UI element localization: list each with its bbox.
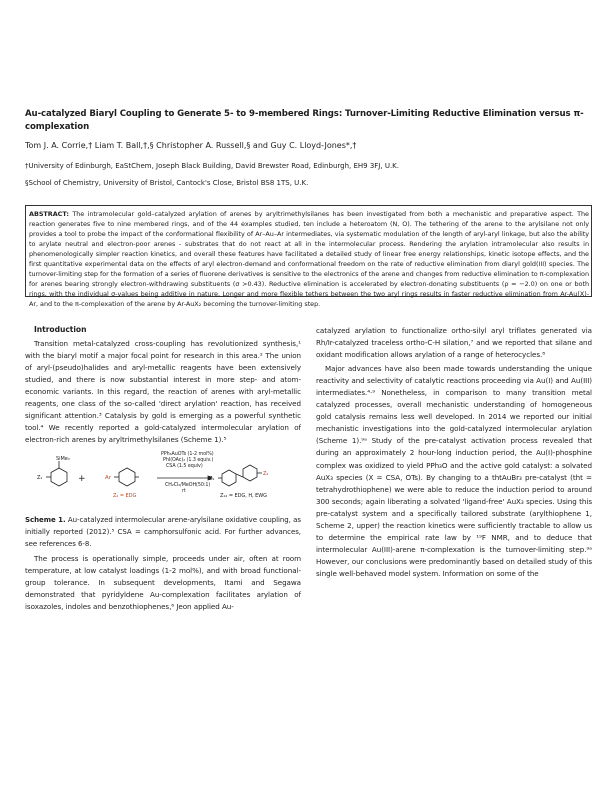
scheme-1-figure (25, 448, 301, 512)
z1-label: Z₁ (37, 475, 43, 482)
right-column (316, 325, 592, 582)
scheme-1-caption (25, 515, 301, 550)
product-ring-right (243, 465, 257, 481)
product-substituent-label: Z₁₂ = EDG, H, EWG (220, 493, 267, 500)
condition-solvent: CH₂Cl₂/MeOH(50:1) (165, 483, 211, 489)
intro-paragraph-1: Transition metal-catalyzed cross-coupling has revolutionized synthesis,¹ with the biaryl motif a major focal point for research in this area.² The union of aryl-(pseudo)halides and aryl-metallic reagents have been extensively studied, and there is now substantial interest in more step- and atom-economic variants. In this regard, the reaction of arenes with aryl-metallic reagents, one class of the so-called 'direct arylation' reaction, has received significant attention.³ Catalysis by gold is emerging as a powerful synthetic tool.⁴ We recently reported a gold-catalyzed intermolecular arylation of electron-rich arenes by aryltrimethylsilanes (Scheme 1).⁵ (25, 339, 301, 445)
right-paragraph-1: catalyzed arylation to functionalize ortho-silyl aryl triflates generated via Rh/Ir-catalyzed traceless ortho-C-H silation,⁷ and we reported that silane and oxidant modification allows arylation of a range of heterocycles.⁸ (316, 326, 592, 360)
plus-sign: + (78, 474, 86, 485)
z2-edg-label: Z₂ = EDG (113, 493, 137, 500)
condition-oxidant: PhI(OAc)₂ (1.3 equiv.) (163, 458, 214, 464)
right-paragraph-2: Major advances have also been made towards understanding the unique reactivity and selectivity of catalytic reactions proceeding via Au(I) and Au(III) intermediates.⁴·⁹ Nonetheless, in comparison to many transition metal catalyzed processes, overall mechanistic understanding of homogeneous gold catalysis remains less well developed. In 2014 we reported our initial mechanistic investigations into the gold-catalyzed intermolecular arylation (Scheme 1).⁹ᵃ Study of the pre-catalyst activation process revealed that during an approximately 2 hour-long induction period, the Au(I)-phosphine complex was oxidized to yield PPh₃O and the active gold catalyst: a solvated AuX₃ species (X = CSA, OTs). By changing to a thtAuBr₃ pre-catalyst (tht = tetrahydrothiophene) we were able to reduce the induction period to around 300 seconds; again liberating a solvated 'ligand-free' AuX₃ species. Using this pre-catalyst system and a specifically tailored substrate (arylthiophene 1, Scheme 2, upper) the reaction kinetics were sufficiently tractable to allow us to determine the empirical rate law by ¹⁹F NMR, and to deduce that intermolecular Au(III)-arene π-complexation is the turnover-limiting step.⁹ᵃ However, our conclusions were predominantly based on detailed study of this single well-behaved model system. Information on some of the (316, 364, 592, 578)
author-list: Tom J. A. Corrie,† Liam T. Ball,†,§ Christopher A. Russell,§ and Guy C. Lloyd-Jones*,† (25, 141, 357, 150)
product-ring-left (222, 470, 236, 486)
arene-ring (119, 468, 135, 486)
affiliation-bristol: §School of Chemistry, University of Bristol, Cantock's Close, Bristol BS8 1TS, U.K. (25, 179, 309, 187)
arylsilane-ring (51, 468, 67, 486)
abstract-text: The intramolecular gold–catalyzed arylation of arenes by aryltrimethylsilanes has been investigated from both a mechanistic and preparative aspect. The reaction generates five to nine membered rings, and of the 44 examples studied, ten include a heteroatom (N, O). The tethering of the arene to the arylsilane not only provides a tool to probe the impact of the conformational flexibility of Ar–Au–Ar intermediates, via systematic modulation of the length of aryl-aryl linkage, but also the ability to arylate neutral and electron-poor arenes - substrates that do not react at all in the intermolecular process. Rendering the arylation intramolecular also results in phenomenologically simpler reaction kinetics, and overall these features have facilitated a detailed study of linear free energy relationships, kinetic isotope effects, and the first quantitative experimental data on the effects of aryl electron-demand and conformational freedom on the rate of reductive elimination from diaryl gold(III) species. The turnover-limiting step for the formation of a series of fluorene derivatives is sensitive to the electronics of the arene and changes from reductive elimination to π-complexation for arenes bearing strongly electron-withdrawing substituents (σ >0.43). Reductive elimination is accelerated by electron-donating substituents (ρ = −2.0) on one or both rings, with the individual σ-values being additive in nature. Longer and more flexible tethers between the two aryl rings results in faster reductive elimination from Ar-Au(X)-Ar, and to the π-complexation of the arene by Ar-AuX₂ becoming the turnover-limiting step. (29, 210, 589, 309)
product-z1-label: Z₁ (209, 476, 215, 483)
product-z2-label: Z₂ (263, 471, 269, 478)
condition-catalyst: PPh₃AuOTs (1-2 mol%) (161, 452, 214, 458)
caption-text: Au-catalyzed intermolecular arene-arylsilane oxidative coupling, as initially reported (2012).⁵ CSA = camphorsulfonic acid. For further advances, see references 6-8. (25, 516, 301, 549)
caption-label: Scheme 1. (25, 516, 66, 525)
scheme-1-drawing (25, 448, 301, 512)
intro-paragraph-2: The process is operationally simple, proceeds under air, often at room temperature, at low catalyst loadings (1-2 mol%), and with broad functional-group tolerance. In subsequent developments, Itami and Segawa demonstrated that pyridyldene Au-complexation facilitates arylation of isoxazoles, indoles and benzothiophenes,⁶ Jeon applied Au- (25, 553, 301, 612)
affiliation-edinburgh: †University of Edinburgh, EaStChem, Joseph Black Building, David Brewster Road, Edinburgh, EH9 3FJ, U.K. (25, 162, 399, 170)
left-column (25, 324, 301, 615)
condition-acid: CSA (1.5 equiv) (166, 464, 203, 470)
section-heading: Introduction (34, 325, 87, 334)
sime3-label: SiMe₃ (56, 456, 70, 463)
paper-title: Au-catalyzed Biaryl Coupling to Generate 5- to 9-membered Rings: Turnover-Limiting Reductive Elimination versus π-complexation (25, 109, 584, 132)
abstract-box (25, 205, 592, 309)
condition-temperature: rt (182, 489, 186, 495)
ar-h-label: Ar (105, 475, 111, 482)
abstract-label: ABSTRACT: (29, 210, 69, 218)
